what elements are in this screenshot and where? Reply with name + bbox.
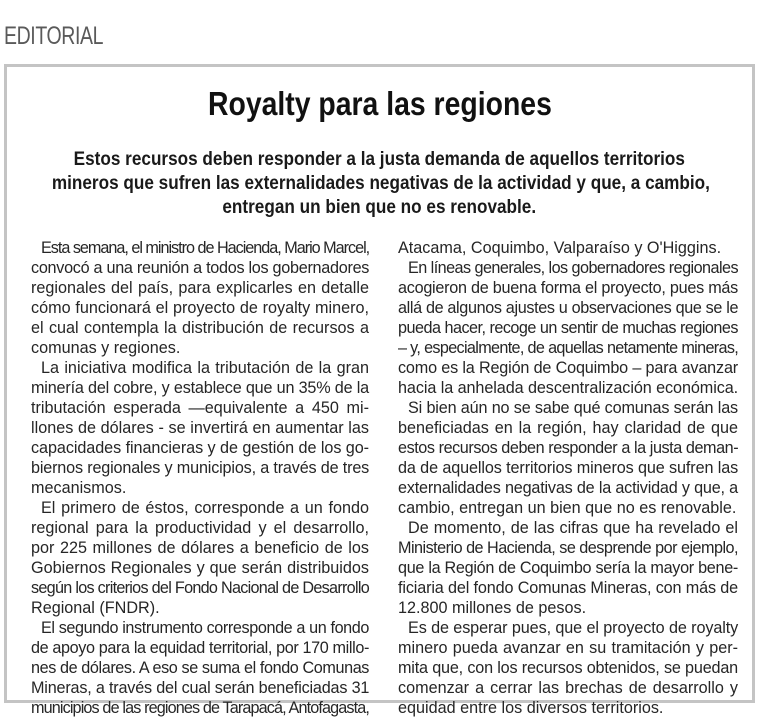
body-line: minería del cobre, y establece que un 35% de la (31, 379, 369, 397)
body-line: mecanismos. (31, 479, 127, 497)
body-line: Esta semana, el ministro de Hacienda, Mario Marcel, (41, 239, 370, 257)
body-line: Es de esperar pues, que el proyecto de royalty (408, 619, 739, 637)
body-line: acogieron de buena forma el proyecto, pues más (398, 279, 738, 297)
body-line: Si bien aún no se sabe qué comunas serán las (408, 399, 738, 417)
left-column (31, 238, 369, 718)
body-line: según los criterios del Fondo Nacional de Desarrollo (31, 579, 369, 597)
body-line: Regional (FNDR). (31, 599, 160, 617)
body-line: que la Región de Coquimbo sería la mayor bene- (398, 559, 738, 577)
body-line: En líneas generales, los gobernadores regionales (408, 259, 738, 277)
body-line: El primero de éstos, corresponde a un fondo (41, 499, 369, 517)
body-line: De momento, de las cifras que ha revelado el (408, 519, 738, 537)
body-line: cómo funcionará el proyecto de royalty minero, (31, 299, 369, 317)
body-line: regional para la productividad y el desarrollo, (31, 519, 369, 537)
body-line: equidad entre los diversos territorios. (398, 699, 664, 717)
deck (7, 147, 752, 219)
body-line: por 225 millones de dólares a beneficio de los (31, 539, 369, 557)
body-line: biernos regionales y municipios, a través de tres (31, 459, 370, 477)
body-line: Atacama, Coquimbo, Valparaíso y O'Higgins. (398, 239, 722, 257)
body-line: convocó a una reunión a todos los gobernadores (31, 259, 370, 277)
body-line: La iniciativa modifica la tributación de la gran (41, 359, 369, 377)
body-line: cambio, entregan un bien que no es renovable. (398, 499, 737, 517)
deck-line-text: Estos recursos deben responder a la justa demanda de aquellos territorios (73, 148, 686, 170)
body-line: mita que, con los recursos obtenidos, se puedan (398, 659, 738, 677)
body-line: minero pueda avanzar en su tramitación y per- (398, 639, 738, 657)
body-line: comunas y regiones. (31, 339, 181, 357)
body-line: da de aquellos territorios mineros que sufren las (398, 459, 739, 477)
body-line: beneficiadas en la región, hay claridad de que (398, 419, 738, 437)
body-line: capacidades financieras y de gestión de los go- (31, 439, 369, 457)
body-line: estos recursos deben responder a la justa deman- (398, 439, 739, 457)
body-line: El segundo instrumento corresponde a un fondo (41, 619, 370, 637)
body-line: pueda hacer, recoge un sentir de muchas regiones (398, 319, 738, 337)
body-line: externalidades negativas de la actividad y que, a (398, 479, 738, 497)
deck-line-text: mineros que sufren las externalidades negativas de la actividad y que, a cambio, (51, 172, 710, 194)
deck-line-text: entregan un bien que no es renovable. (222, 196, 537, 218)
body-line: el cual contempla la distribución de recursos a (31, 319, 369, 337)
body-line: de apoyo para la equidad territorial, por 170 millo- (31, 639, 369, 657)
body-line: llones de dólares - se invertirá en aumentar las (31, 419, 369, 437)
body-line: Ministerio de Hacienda, se desprende por ejemplo, (398, 539, 738, 557)
body-line: Mineras, a través del cual serán beneficiadas 31 (31, 679, 370, 697)
right-column (398, 238, 738, 718)
headline-text: Royalty para las regiones (207, 85, 552, 122)
body-line: allá de algunos ajustes u observaciones que se le (398, 299, 739, 317)
body-line: regionales del país, para explicarles en detalle (31, 279, 369, 297)
body-line: municipios de las regiones de Tarapacá, Antofagasta, (31, 699, 369, 717)
body-line: hacia la anhelada descentralización económica. (398, 379, 739, 397)
body-line: 12.800 millones de pesos. (398, 599, 587, 617)
deck-line (7, 171, 752, 195)
headline (7, 85, 752, 123)
deck-line (7, 147, 752, 171)
body-line: ficiaria del fondo Comunas Mineras, con más de (398, 579, 738, 597)
deck-line (7, 195, 752, 219)
body-line: nes de dólares. A eso se suma el fondo Comunas (31, 659, 369, 677)
body-line: Gobiernos Regionales y que serán distribuidos (31, 559, 369, 577)
body-line: como es la Región de Coquimbo – para avanzar (398, 359, 738, 377)
body-line: tributación esperada —equivalente a 450 mi- (31, 399, 369, 417)
section-label: EDITORIAL (4, 22, 104, 50)
body-line: – y, especialmente, de aquellas netamente mineras, (398, 339, 739, 357)
body-line: comenzar a cerrar las brechas de desarrollo y (398, 679, 738, 697)
editorial-box (4, 64, 755, 717)
